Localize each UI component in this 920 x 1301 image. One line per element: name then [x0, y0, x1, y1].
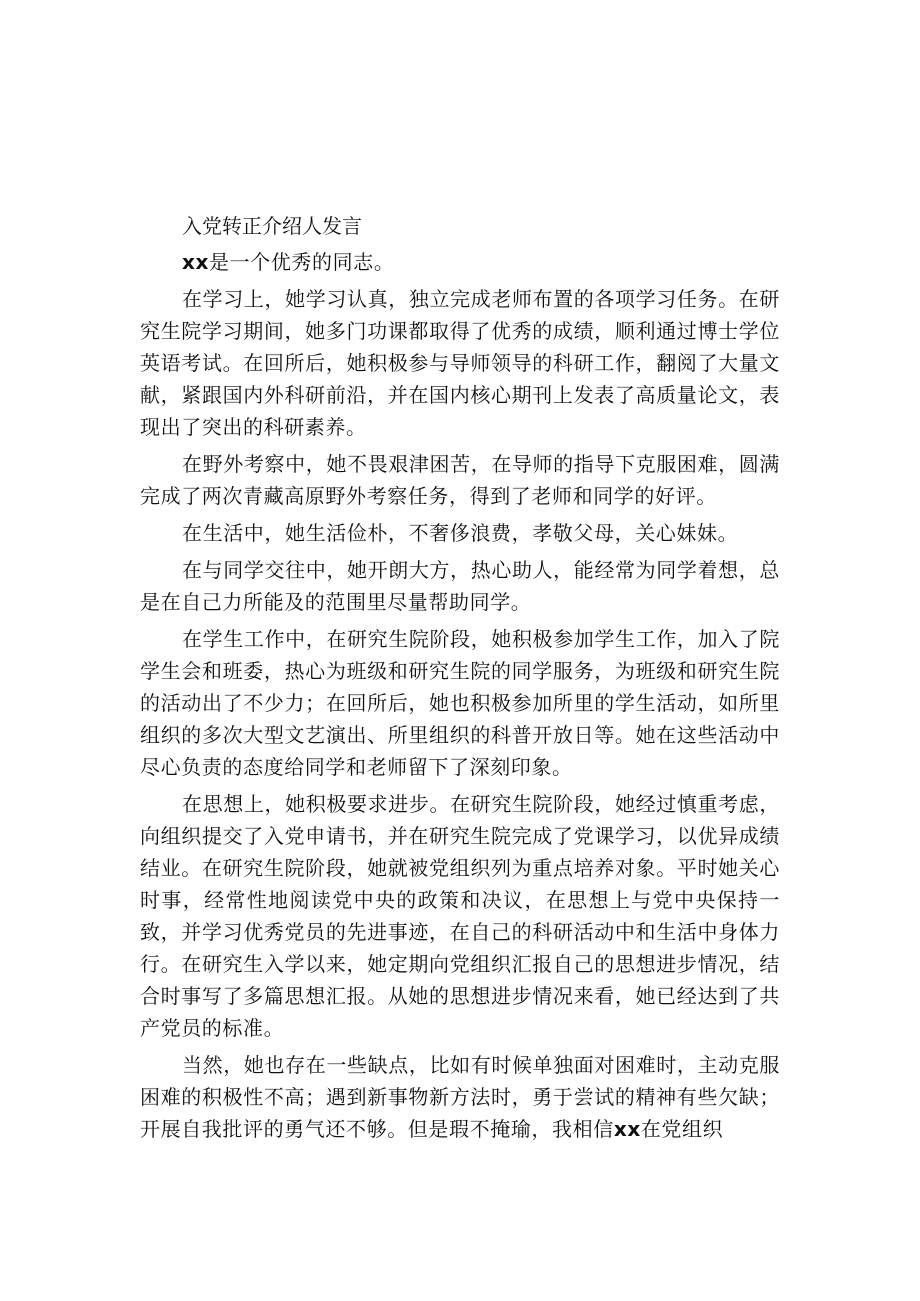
- shortcomings-text: 当然，她也存在一些缺点，比如有时候单独面对困难时，主动克服困难的积极性不高；遇到新事物新方法时，勇于尝试的精神有些欠缺；开展自我批评的勇气还不够。但是瑕不掩瑜，我相信: [140, 1053, 780, 1141]
- shortcomings-tail: 在党组织: [640, 1117, 724, 1141]
- intro-text: 是一个优秀的同志。: [209, 250, 395, 274]
- paragraph-life: 在生活中，她生活俭朴，不奢侈浪费，孝敬父母，关心妹妹。: [182, 521, 739, 545]
- paragraph-shortcomings: [140, 1049, 780, 1145]
- document-body: [140, 210, 780, 1150]
- person-name: xx: [182, 250, 210, 274]
- paragraph-student-work: 在学生工作中，在研究生院阶段，她积极参加学生工作，加入了院学生会和班委，热心为班级和研究生院的同学服务，为班级和研究生院的活动出了不少力；在回所后，她也积极参加所里的学生活动，如所里组织的多次大型文艺演出、所里组织的科普开放日等。她在这些活动中尽心负责的态度给同学和老师留下了深刻印象。: [140, 627, 780, 779]
- paragraph-study: 在学习上，她学习认真，独立完成老师布置的各项学习任务。在研究生院学习期间，她多门功课都取得了优秀的成绩，顺利通过博士学位英语考试。在回所后，她积极参与导师领导的科研工作，翻阅了大量文献，紧跟国内外科研前沿，并在国内核心期刊上发表了高质量论文，表现出了突出的科研素养。: [140, 287, 780, 439]
- paragraph-classmates: 在与同学交往中，她开朗大方，热心助人，能经常为同学着想，总是在自己力所能及的范围里尽量帮助同学。: [140, 558, 780, 614]
- paragraph-fieldwork: 在野外考察中，她不畏艰津困苦，在导师的指导下克服困难，圆满完成了两次青藏高原野外考察任务，得到了老师和同学的好评。: [140, 452, 780, 508]
- paragraph-ideology: 在思想上，她积极要求进步。在研究生院阶段，她经过慎重考虑，向组织提交了入党申请书，并在研究生院完成了党课学习，以优异成绩结业。在研究生院阶段，她就被党组织列为重点培养对象。平时她关心时事，经常性地阅读党中央的政策和决议，在思想上与党中央保持一致，并学习优秀党员的先进事迹，在自己的科研活动中和生活中身体力行。在研究生入学以来，她定期向党组织汇报自己的思想进步情况，结合时事写了多篇思想汇报。从她的思想进步情况来看，她已经达到了共产党员的标准。: [140, 792, 780, 1040]
- intro-paragraph: [140, 246, 780, 278]
- document-title: 入党转正介绍人发言: [182, 214, 362, 238]
- person-name-2: xx: [613, 1117, 641, 1141]
